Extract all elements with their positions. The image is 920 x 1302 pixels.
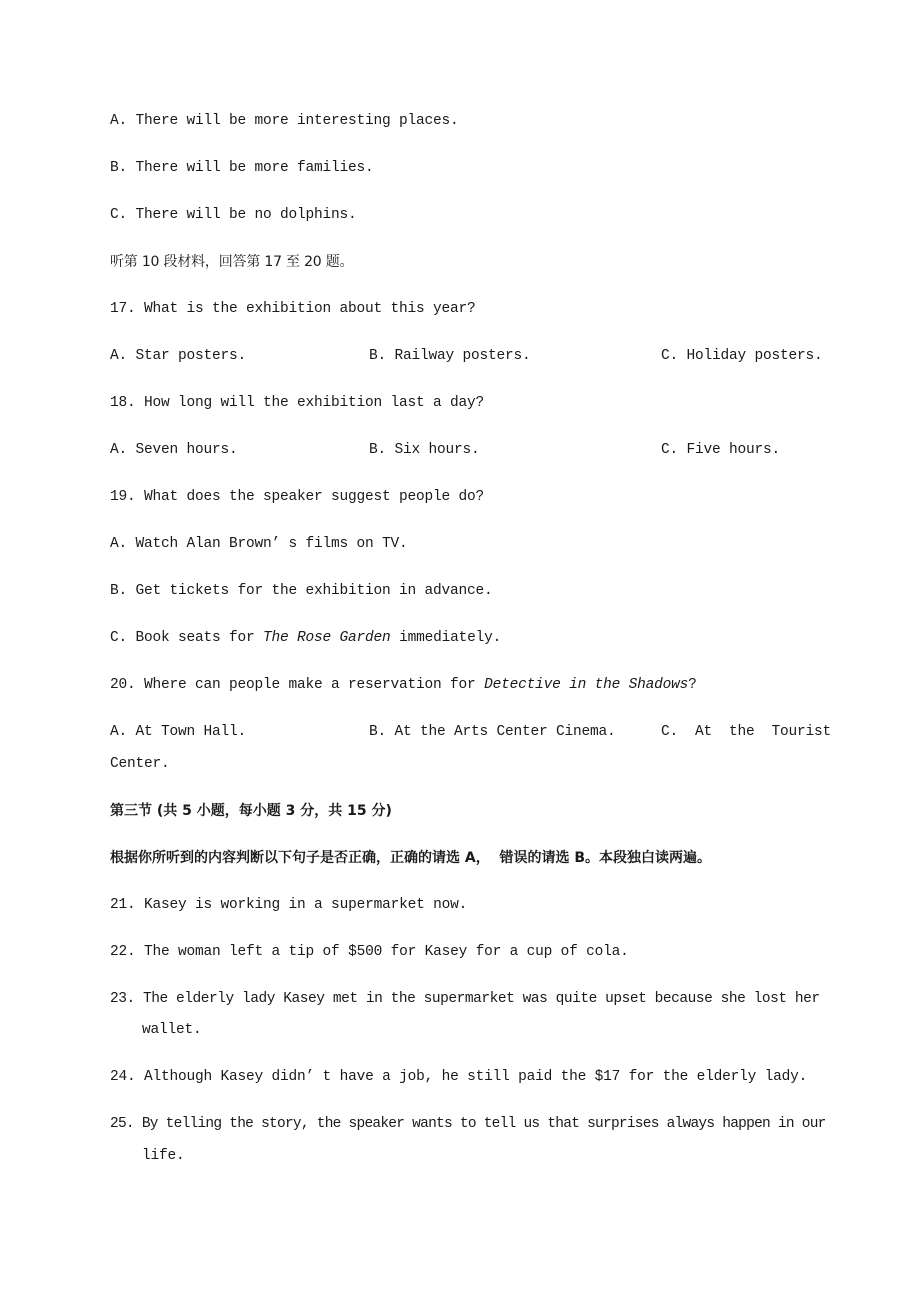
- statement-22: [110, 943, 629, 961]
- q17-option-a: A. Star posters.: [110, 348, 247, 364]
- q17-option-c: C. Holiday posters.: [661, 348, 823, 364]
- q18-question: 18. How long will the exhibition last a day?: [110, 395, 485, 411]
- q17-option-b: B. Railway posters.: [369, 348, 531, 364]
- statement-23: [110, 990, 820, 1008]
- statement-text: Kasey is working in a supermarket now.: [144, 897, 468, 913]
- section3-heading: 第三节 (共 5 小题，每小题 3 分，共 15 分): [110, 803, 392, 819]
- statement-25: [110, 1115, 826, 1133]
- q20-question-prefix: 20. Where can people make a reservation for: [110, 677, 485, 693]
- q20-option-c-continuation: Center.: [110, 756, 170, 772]
- statement-23-continuation: wallet.: [142, 1022, 202, 1038]
- q18-option-a: A. Seven hours.: [110, 442, 238, 458]
- q20-question: [110, 676, 697, 694]
- statement-text: The elderly lady Kasey met in the supermarket was quite upset because she lost her: [143, 991, 820, 1007]
- q19-option-a: A. Watch Alan Brown’ s films on TV.: [110, 536, 408, 552]
- statement-text: By telling the story, the speaker wants to tell us that surprises always happen in our: [141, 1116, 826, 1132]
- q20-question-suffix: ?: [688, 677, 697, 693]
- q19-option-c-title: The Rose Garden: [263, 630, 391, 646]
- q19-option-c-prefix: C. Book seats for: [110, 630, 264, 646]
- q16-option-c: C. There will be no dolphins.: [110, 207, 357, 223]
- q16-option-a: A. There will be more interesting places.: [110, 113, 459, 129]
- statement-number: 22.: [110, 944, 136, 960]
- q19-question: 19. What does the speaker suggest people do?: [110, 489, 485, 505]
- statement-number: 25.: [110, 1116, 134, 1132]
- statement-25-continuation: life.: [142, 1148, 185, 1164]
- section10-instruction: 听第 10 段材料，回答第 17 至 20 题。: [110, 254, 354, 270]
- statement-number: 24.: [110, 1069, 136, 1085]
- q20-option-b: B. At the Arts Center Cinema.: [369, 724, 616, 740]
- statement-text: Although Kasey didn’ t have a job, he still paid the $17 for the elderly lady.: [144, 1069, 808, 1085]
- q16-option-b: B. There will be more families.: [110, 160, 374, 176]
- statement-24: [110, 1068, 807, 1086]
- q19-option-c: [110, 629, 501, 647]
- q19-option-c-suffix: immediately.: [390, 630, 502, 646]
- section3-instruction: 根据你所听到的内容判断以下句子是否正确，正确的请选 A， 错误的请选 B。本段独白读两遍。: [110, 850, 711, 866]
- statement-21: [110, 896, 467, 914]
- q18-option-c: C. Five hours.: [661, 442, 781, 458]
- q18-option-b: B. Six hours.: [369, 442, 480, 458]
- q20-option-c: C. At the Tourist: [661, 724, 832, 740]
- statement-number: 21.: [110, 897, 136, 913]
- q20-question-title: Detective in the Shadows: [484, 677, 689, 693]
- statement-text: The woman left a tip of $500 for Kasey for a cup of cola.: [144, 944, 629, 960]
- q17-question: 17. What is the exhibition about this year?: [110, 301, 476, 317]
- q19-option-b: B. Get tickets for the exhibition in advance.: [110, 583, 493, 599]
- statement-number: 23.: [110, 991, 135, 1007]
- q20-option-a: A. At Town Hall.: [110, 724, 247, 740]
